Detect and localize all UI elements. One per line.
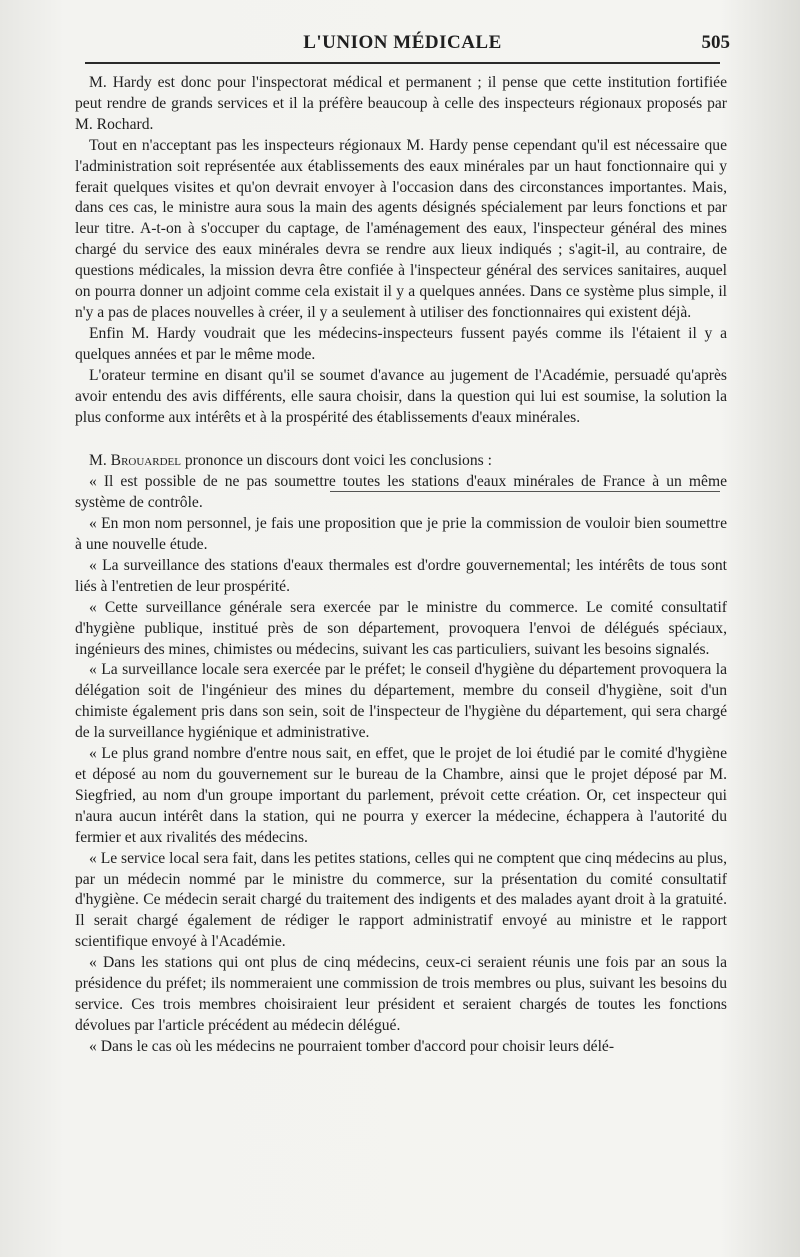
conclusion-paragraph: « Dans le cas où les médecins ne pourraient tomber d'accord pour choisir leurs délé- xyxy=(89,1037,615,1055)
conclusion-paragraph: « Le plus grand nombre d'entre nous sait, en effet, que le projet de loi étudié par le comité d'hygiène et déposé au nom du gouvernement sur le bureau de la Chambre, ainsi que le projet déposé par M. Siegfried, au nom d'un groupe important du parlement, prévoit cette création. Or, cet inspecteur qui n'aura aucun intérêt dans la station, qui ne pourra y exercer la médecine, échappera à l'autorité du fermier et aux rivalités des médecins. xyxy=(75,745,727,846)
speaker-prefix: M. xyxy=(89,452,111,470)
speaker-name: Brouardel xyxy=(110,452,181,470)
paragraph: Tout en n'acceptant pas les inspecteurs régionaux M. Hardy pense cependant qu'il est nécessaire que l'administration soit représentée aux établissements des eaux minérales par un haut fonctionnaire qui y ferait quelques visites et qu'on devrait envoyer à l'occasion dans des circonstances importantes. Mais, dans ces cas, le ministre aura sous la main des agents désignés spécialement par leurs fonctions et par leur titre. A-t-on à s'occuper du captage, de l'aménagement des eaux, l'inspecteur général des mines chargé du service des eaux minérales devra se rendre aux lieux indiqués ; s'agit-il, au contraire, de questions médicales, la mission devra être confiée à l'inspecteur général des services sanitaires, auquel on pourra donner un adjoint comme cela existait il y a quelques années. Dans ce système plus simple, il n'y a pas de places nouvelles à créer, il y a seulement à utiliser des fonctionnaires qui existent déjà. xyxy=(75,136,727,321)
section-rule xyxy=(330,491,720,492)
brouardel-intro xyxy=(75,451,727,472)
paragraph: M. Hardy est donc pour l'inspectorat médical et permanent ; il pense que cette institution fortifiée peut rendre de grands services et il la préfère beaucoup à celle des inspecteurs régionaux proposés par M. Rochard. xyxy=(75,74,727,133)
conclusion-paragraph: « Cette surveillance générale sera exercée par le ministre du commerce. Le comité consultatif d'hygiène publique, institué près de son département, provoquera l'envoi de délégués spéciaux, ingénieurs des mines, chimistes ou médecins, suivant les cas particuliers, suivant les besoins signalés. xyxy=(75,598,727,658)
conclusion-paragraph: « Dans les stations qui ont plus de cinq médecins, ceux-ci seraient réunis une fois par an sous la présidence du préfet; ils nommeraient une commission de trois membres ou plus, suivant les besoins du service. Ces trois membres choisiraient leur président et seraient chargés de toutes les fonctions dévolues par l'article précédent au médecin délégué. xyxy=(75,954,727,1034)
header-rule xyxy=(85,62,720,64)
paragraph: L'orateur termine en disant qu'il se soumet d'avance au jugement de l'Académie, persuadé qu'après avoir entendu des avis différents, elle saura choisir, dans la question qui lui est soumise, la solution la plus conforme aux intérêts et à la prospérité des établissements d'eaux minérales. xyxy=(75,366,727,426)
paragraph: Enfin M. Hardy voudrait que les médecins-inspecteurs fussent payés comme ils l'étaient il y a quelques années et par le même mode. xyxy=(75,324,727,363)
page-number: 505 xyxy=(701,32,730,53)
running-title: L'UNION MÉDICALE xyxy=(303,32,502,53)
page-header xyxy=(75,30,730,58)
conclusion-paragraph: « Il est possible de ne pas soumettre toutes les stations d'eaux minérales de France à un même système de contrôle. xyxy=(75,473,727,512)
conclusion-paragraph: « Le service local sera fait, dans les petites stations, celles qui ne comptent que cinq médecins au plus, par un médecin nommé par le ministre du commerce, sur la présentation du comité consultatif d'hygiène. Ce médecin serait chargé du traitement des indigents et des malades ayant droit à la gratuité. Il serait chargé également de rédiger le rapport administratif envoyé au ministre et le rapport scientifique envoyé à l'Académie. xyxy=(75,849,727,951)
conclusion-paragraph: « La surveillance locale sera exercée par le préfet; le conseil d'hygiène du département provoquera la délégation soit de l'ingénieur des mines du département, membre du conseil d'hygiène, soit d'un chimiste également pris dans son sein, soit de l'inspecteur de l'hygiène du département, qui sera chargé de la surveillance hygiénique et administrative. xyxy=(75,661,727,742)
conclusion-paragraph: « La surveillance des stations d'eaux thermales est d'ordre gouvernemental; les intérêts de tous sont liés à l'entretien de leur prospérité. xyxy=(75,556,727,595)
intro-text: prononce un discours dont voici les conclusions : xyxy=(180,452,492,470)
article-body xyxy=(75,73,727,1058)
conclusion-paragraph: « En mon nom personnel, je fais une proposition que je prie la commission de vouloir bien soumettre à une nouvelle étude. xyxy=(75,515,727,554)
